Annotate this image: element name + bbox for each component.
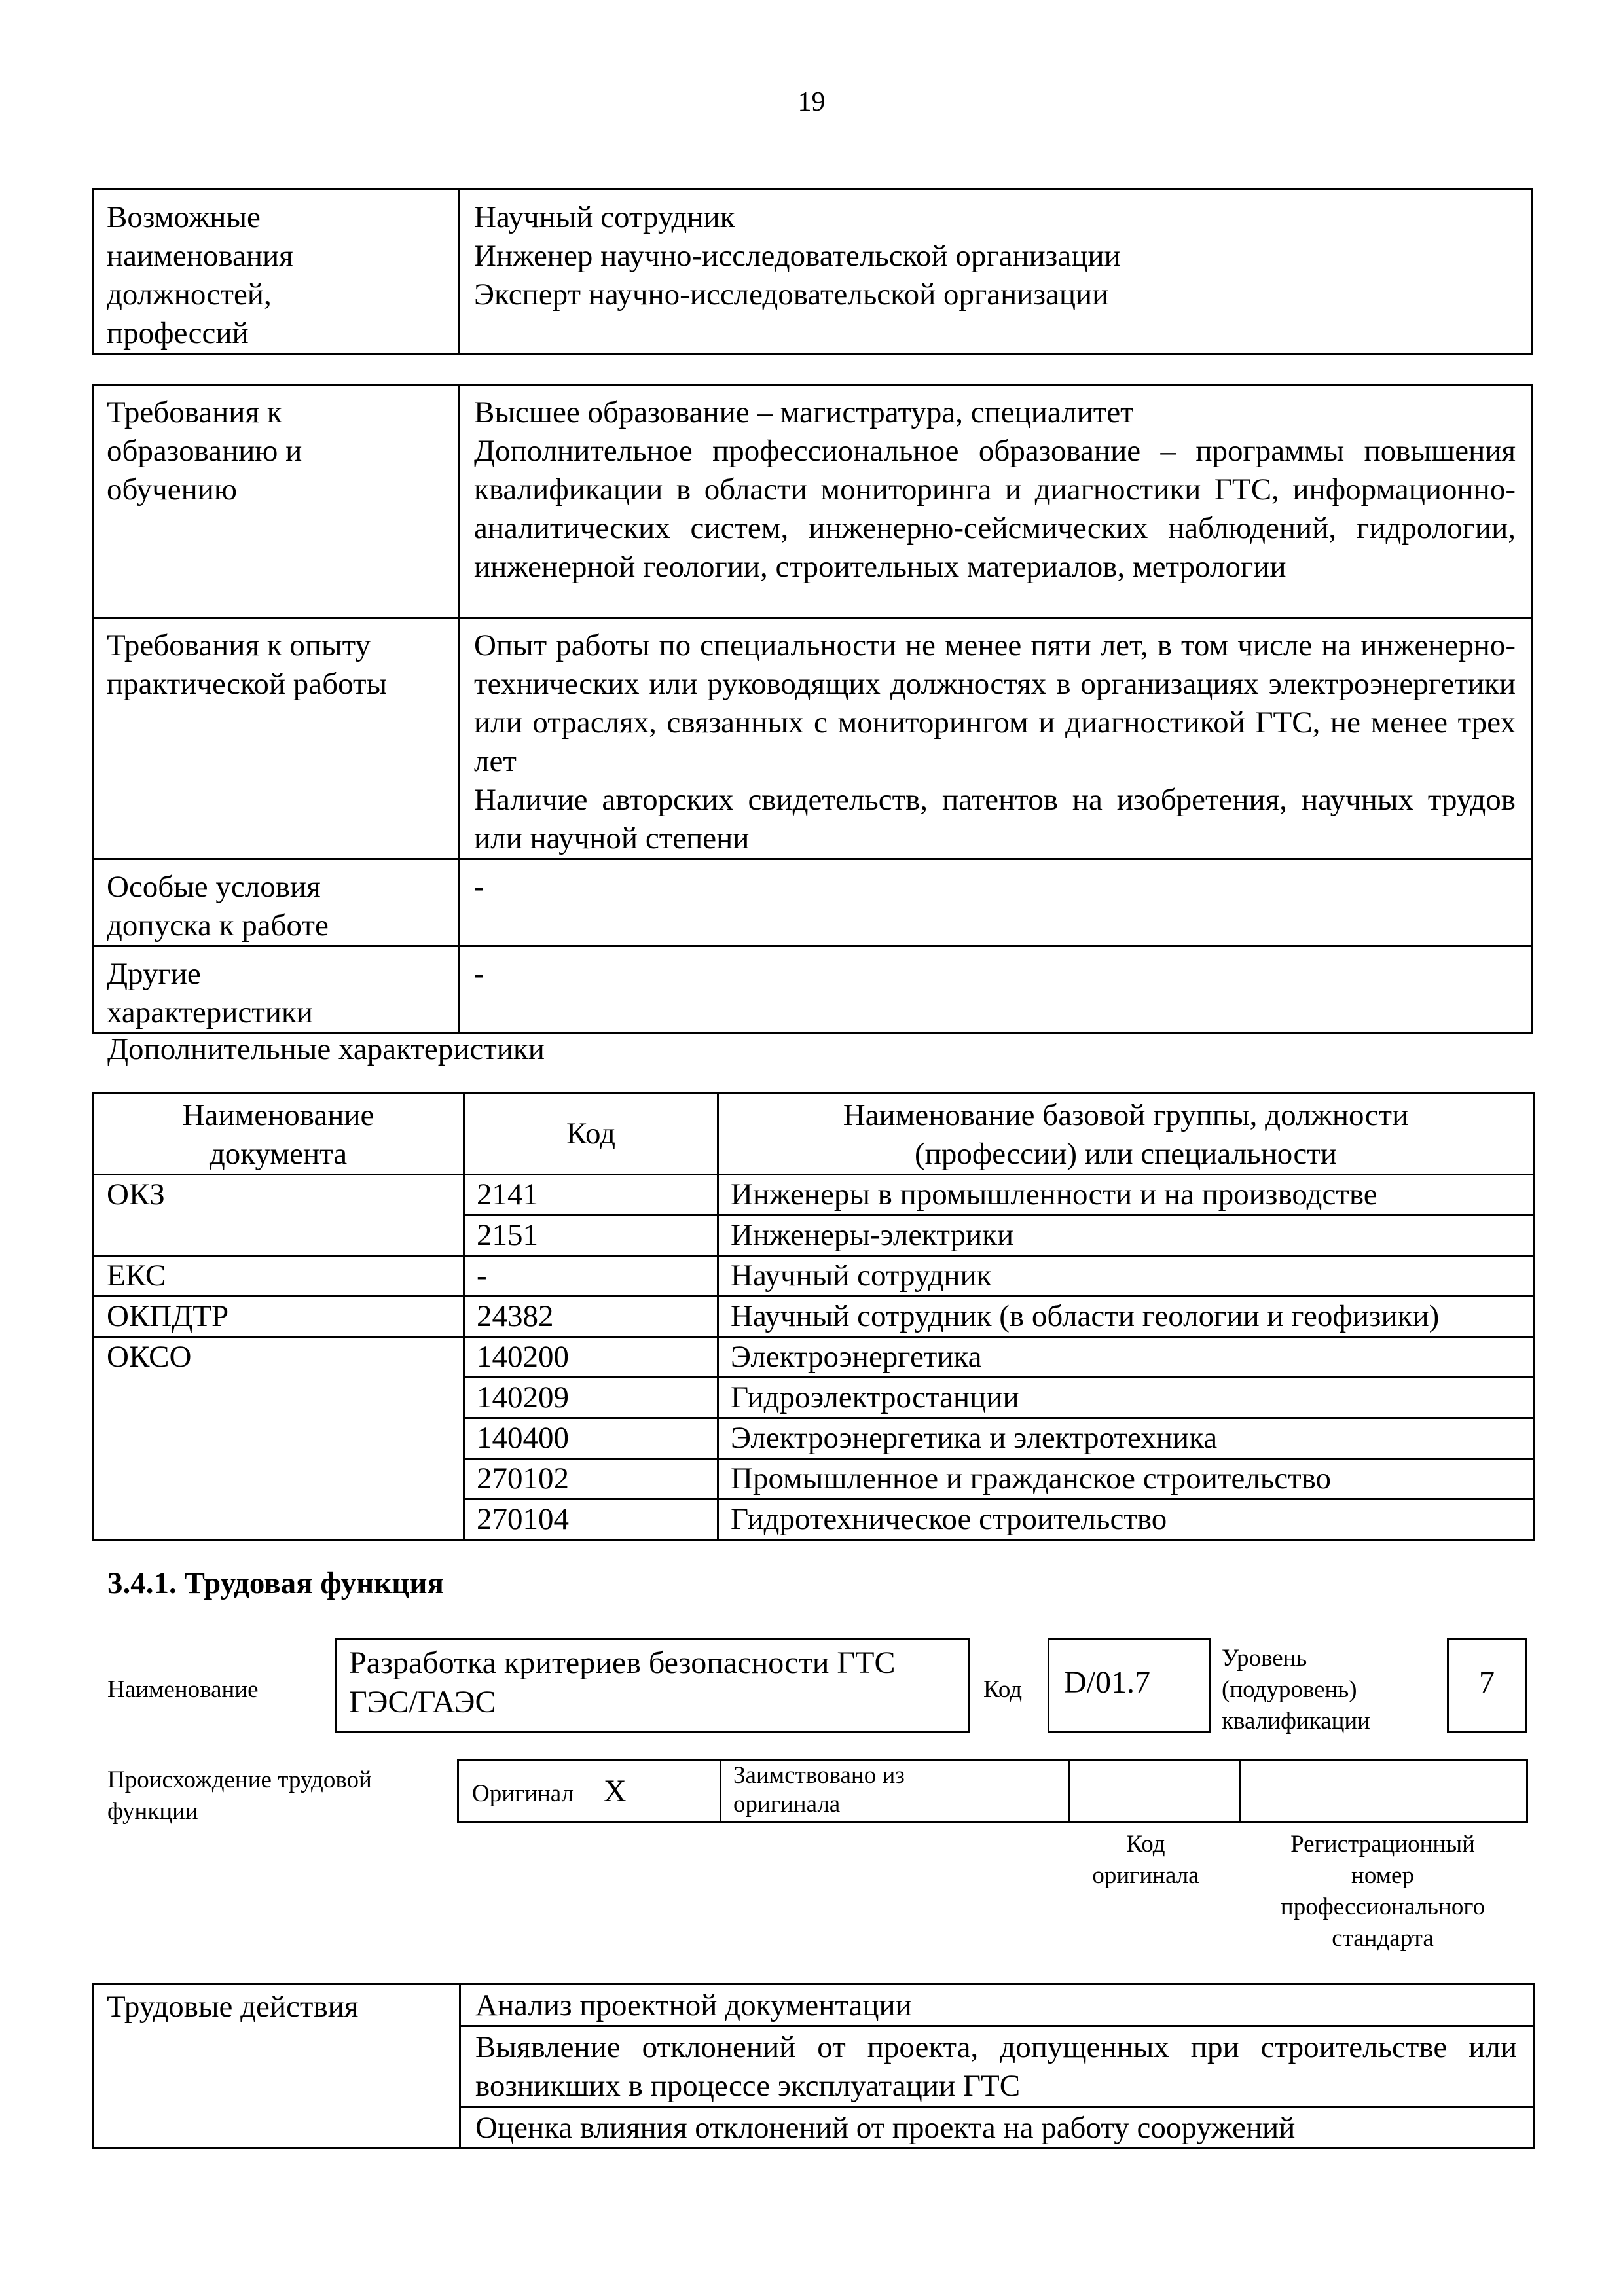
- other-characteristics-row: [93, 946, 1533, 1033]
- codes-doc-cell: ОКСО: [93, 1337, 464, 1540]
- codes-name-cell: Электроэнергетика: [718, 1337, 1534, 1378]
- position-value: Научный сотрудник: [474, 200, 735, 234]
- special-conditions-label-line: Особые условия: [107, 870, 321, 904]
- labor-action-item: Анализ проектной документации: [460, 1984, 1534, 2026]
- codes-row: [93, 1256, 1534, 1297]
- function-name-line: ГЭС/ГАЭС: [349, 1685, 496, 1719]
- labor-actions-label: Трудовые действия: [93, 1984, 460, 2149]
- codes-header-name-line: (профессии) или специальности: [915, 1137, 1337, 1171]
- codes-name-cell: Гидроэлектростанции: [718, 1378, 1534, 1418]
- education-label-line: образованию и: [107, 434, 302, 468]
- origin-borrowed-line: оригинала: [733, 1791, 841, 1818]
- experience-text: [459, 618, 1533, 859]
- codes-name-cell: Электроэнергетика и электротехника: [718, 1418, 1534, 1459]
- codes-name-cell: Научный сотрудник: [718, 1256, 1534, 1297]
- codes-doc-cell: ЕКС: [93, 1256, 464, 1297]
- codes-code-cell: -: [464, 1256, 718, 1297]
- function-code-label: Код: [983, 1676, 1023, 1703]
- positions-label-line: должностей,: [107, 278, 272, 312]
- codes-code-cell: 24382: [464, 1297, 718, 1337]
- qualification-level-label-line: Уровень: [1222, 1645, 1307, 1672]
- additional-characteristics-title: Дополнительные характеристики: [107, 1032, 545, 1066]
- education-row: [93, 385, 1533, 618]
- education-paragraph: Высшее образование – магистратура, специалитет: [474, 395, 1134, 429]
- codes-code-cell: 2151: [464, 1215, 718, 1256]
- qualification-level-label-line: (подуровень): [1222, 1676, 1357, 1703]
- origin-reg-caption-line: Регистрационный: [1290, 1831, 1475, 1857]
- experience-label-line: Требования к опыту: [107, 628, 371, 662]
- function-name-line: Разработка критериев безопасности ГТС: [349, 1645, 896, 1680]
- origin-table: [457, 1759, 1528, 1823]
- origin-reg-number-cell: [1241, 1761, 1527, 1823]
- positions-label-line: наименования: [107, 239, 293, 273]
- origin-code-cell: [1070, 1761, 1241, 1823]
- function-code-value: D/01.7: [1064, 1665, 1150, 1700]
- codes-code-cell: 140200: [464, 1337, 718, 1378]
- function-code-box: [1048, 1638, 1211, 1733]
- education-label: [93, 385, 459, 618]
- education-label-line: Требования к: [107, 395, 282, 429]
- codes-row: [93, 1337, 1534, 1378]
- experience-paragraph: Наличие авторских свидетельств, патентов на изобретения, научных трудов или научной степени: [474, 783, 1516, 855]
- codes-header-name-line: Наименование базовой группы, должности: [843, 1098, 1409, 1132]
- special-conditions-label: [93, 859, 459, 946]
- qualification-level-label: [1222, 1643, 1370, 1737]
- origin-code-caption: [1055, 1829, 1236, 1892]
- education-label-line: обучению: [107, 473, 238, 507]
- origin-code-caption-line: Код: [1126, 1831, 1165, 1857]
- codes-code-cell: 2141: [464, 1175, 718, 1215]
- codes-doc-cell: ОКЗ: [93, 1175, 464, 1256]
- codes-header-doc: [93, 1093, 464, 1175]
- codes-row: [93, 1175, 1534, 1215]
- codes-code-cell: 140400: [464, 1418, 718, 1459]
- requirements-table: [92, 384, 1533, 1034]
- position-value: Инженер научно-исследовательской организации: [474, 239, 1121, 273]
- origin-borrowed-cell: [721, 1761, 1070, 1823]
- codes-name-cell: Промышленное и гражданское строительство: [718, 1459, 1534, 1499]
- page-number: 19: [797, 87, 826, 117]
- codes-row: [93, 1297, 1534, 1337]
- positions-label-line: Возможные: [107, 200, 261, 234]
- codes-name-cell: Инженеры в промышленности и на производстве: [718, 1175, 1534, 1215]
- positions-row: [93, 190, 1533, 354]
- special-conditions-label-line: допуска к работе: [107, 908, 329, 942]
- positions-label-line: профессий: [107, 316, 249, 350]
- origin-label-line: функции: [107, 1798, 198, 1825]
- origin-original-label: Оригинал: [472, 1780, 574, 1807]
- origin-reg-caption-line: стандарта: [1332, 1925, 1434, 1952]
- function-name-label: Наименование: [107, 1676, 259, 1703]
- other-characteristics-label-line: характеристики: [107, 996, 313, 1030]
- other-characteristics-value: -: [459, 946, 1533, 1033]
- origin-code-caption-line: оригинала: [1092, 1862, 1199, 1889]
- labor-actions-table: [92, 1983, 1535, 2149]
- experience-row: [93, 618, 1533, 859]
- positions-values: [459, 190, 1533, 354]
- qualification-level-value: 7: [1479, 1665, 1495, 1700]
- codes-doc-cell: ОКПДТР: [93, 1297, 464, 1337]
- other-characteristics-label: [93, 946, 459, 1033]
- codes-header-doc-line: документа: [209, 1137, 348, 1171]
- codes-header-row: [93, 1093, 1534, 1175]
- qualification-level-label-line: квалификации: [1222, 1708, 1370, 1734]
- origin-label: [107, 1765, 372, 1827]
- labor-action-row: [93, 1984, 1534, 2026]
- special-conditions-row: [93, 859, 1533, 946]
- experience-paragraph: Опыт работы по специальности не менее пяти лет, в том числе на инженерно-технических или руководящих должностях в организациях электроэнергетики или отраслях, связанных с мониторингом и диагностикой ГТС, не менее трех лет: [474, 628, 1516, 778]
- experience-label-line: практической работы: [107, 667, 388, 701]
- codes-code-cell: 270104: [464, 1499, 718, 1540]
- codes-code-cell: 140209: [464, 1378, 718, 1418]
- education-paragraph: Дополнительное профессиональное образование – программы повышения квалификации в области мониторинга и диагностики ГТС, информационно-аналитических систем, инженерно-сейсмических наблюдений, гидрологии, инженерной геологии, строительных материалов, метрологии: [474, 434, 1516, 584]
- codes-header-name: [718, 1093, 1534, 1175]
- origin-reg-caption: [1239, 1829, 1527, 1954]
- positions-label: [93, 190, 459, 354]
- origin-reg-caption-line: номер: [1351, 1862, 1414, 1889]
- origin-reg-caption-line: профессионального: [1280, 1893, 1486, 1920]
- codes-code-cell: 270102: [464, 1459, 718, 1499]
- codes-table: [92, 1092, 1535, 1541]
- special-conditions-value: -: [459, 859, 1533, 946]
- other-characteristics-label-line: Другие: [107, 957, 201, 991]
- origin-label-line: Происхождение трудовой: [107, 1767, 372, 1793]
- codes-name-cell: Инженеры-электрики: [718, 1215, 1534, 1256]
- positions-table: [92, 188, 1533, 355]
- codes-header-doc-line: Наименование: [182, 1098, 374, 1132]
- origin-borrowed-line: Заимствовано из: [733, 1762, 905, 1789]
- origin-row: [458, 1761, 1527, 1823]
- section-heading: 3.4.1. Трудовая функция: [107, 1566, 444, 1600]
- codes-header-code: Код: [464, 1093, 718, 1175]
- codes-name-cell: Научный сотрудник (в области геологии и геофизики): [718, 1297, 1534, 1337]
- origin-original-mark: X: [604, 1774, 627, 1808]
- labor-action-item: Выявление отклонений от проекта, допущенных при строительстве или возникших в процессе эксплуатации ГТС: [460, 2026, 1534, 2107]
- labor-action-item: Оценка влияния отклонений от проекта на работу сооружений: [460, 2107, 1534, 2149]
- function-name-box: [335, 1638, 970, 1733]
- origin-original-cell: [458, 1761, 721, 1823]
- codes-name-cell: Гидротехническое строительство: [718, 1499, 1534, 1540]
- experience-label: [93, 618, 459, 859]
- education-text: [459, 385, 1533, 618]
- position-value: Эксперт научно-исследовательской организации: [474, 278, 1109, 312]
- qualification-level-box: [1447, 1638, 1527, 1733]
